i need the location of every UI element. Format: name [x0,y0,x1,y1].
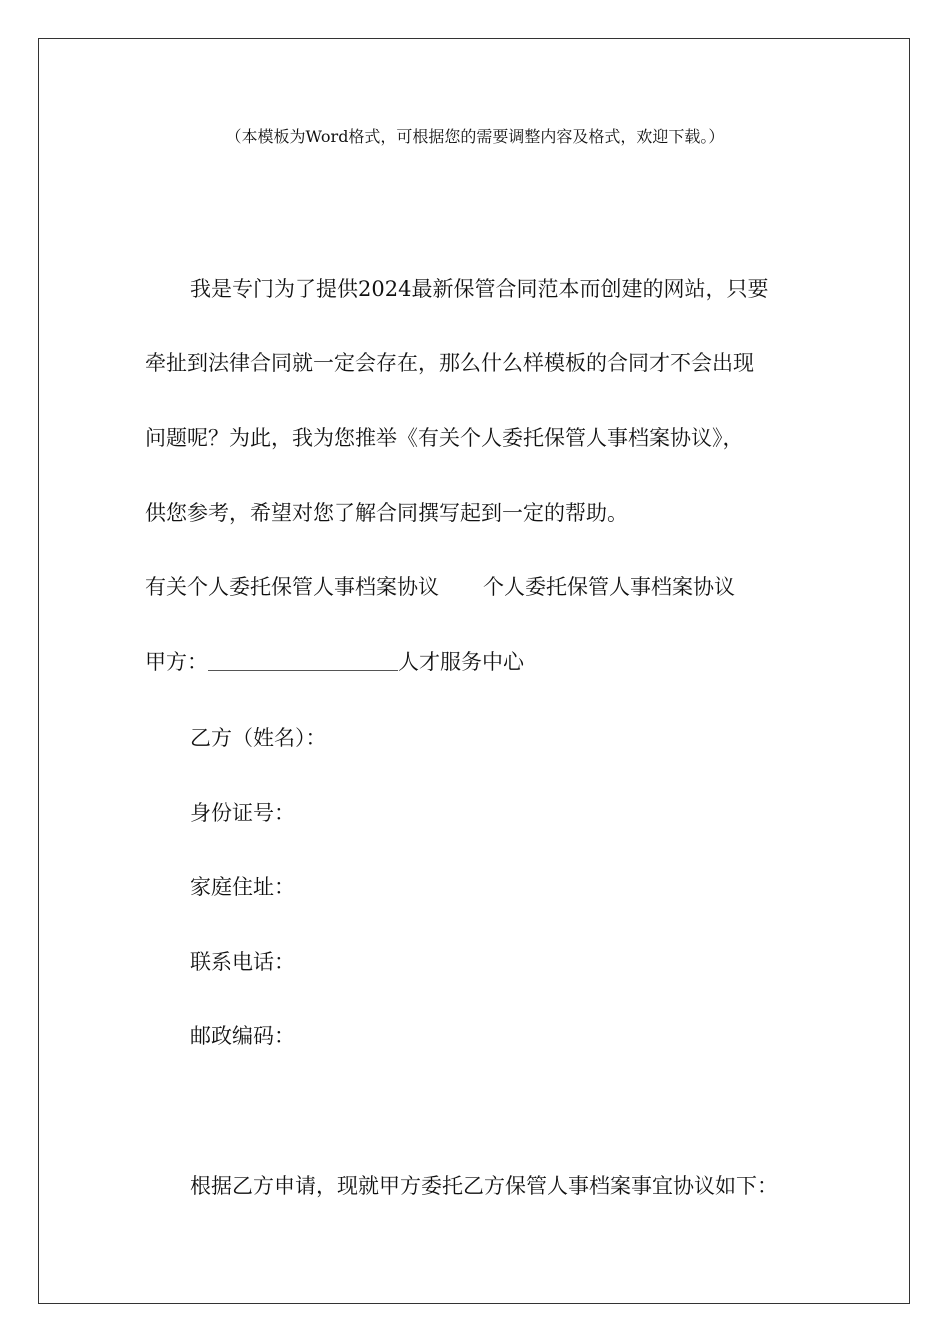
document-title: 有关个人委托保管人事档案协议 [145,575,439,599]
party-a-label: 甲方： [145,650,208,674]
party-a-line [145,647,524,677]
postal-code-field: 邮政编码： [190,1024,295,1048]
home-address-field: 家庭住址： [190,875,295,899]
intro-line-4: 供您参考，希望对您了解合同撰写起到一定的帮助。 [145,501,628,525]
intro-line-1: 我是专门为了提供2024最新保管合同范本而创建的网站，只要 [190,277,769,301]
party-a-blank [208,650,398,671]
intro-line-2: 牵扯到法律合同就一定会存在，那么什么样模板的合同才不会出现 [145,351,754,375]
party-b-name-field: 乙方（姓名）： [190,726,327,750]
party-a-suffix: 人才服务中心 [398,650,524,674]
id-number-field: 身份证号： [190,801,295,825]
document-title-line [145,572,735,602]
phone-field: 联系电话： [190,950,295,974]
document-subtitle: 个人委托保管人事档案协议 [483,575,735,599]
intro-line-3: 问题呢？为此，我为您推举《有关个人委托保管人事档案协议》， [145,426,744,450]
template-note: （本模板为Word格式，可根据您的需要调整内容及格式，欢迎下载。） [225,127,725,146]
agreement-intro: 根据乙方申请，现就甲方委托乙方保管人事档案事宜协议如下： [190,1174,778,1198]
